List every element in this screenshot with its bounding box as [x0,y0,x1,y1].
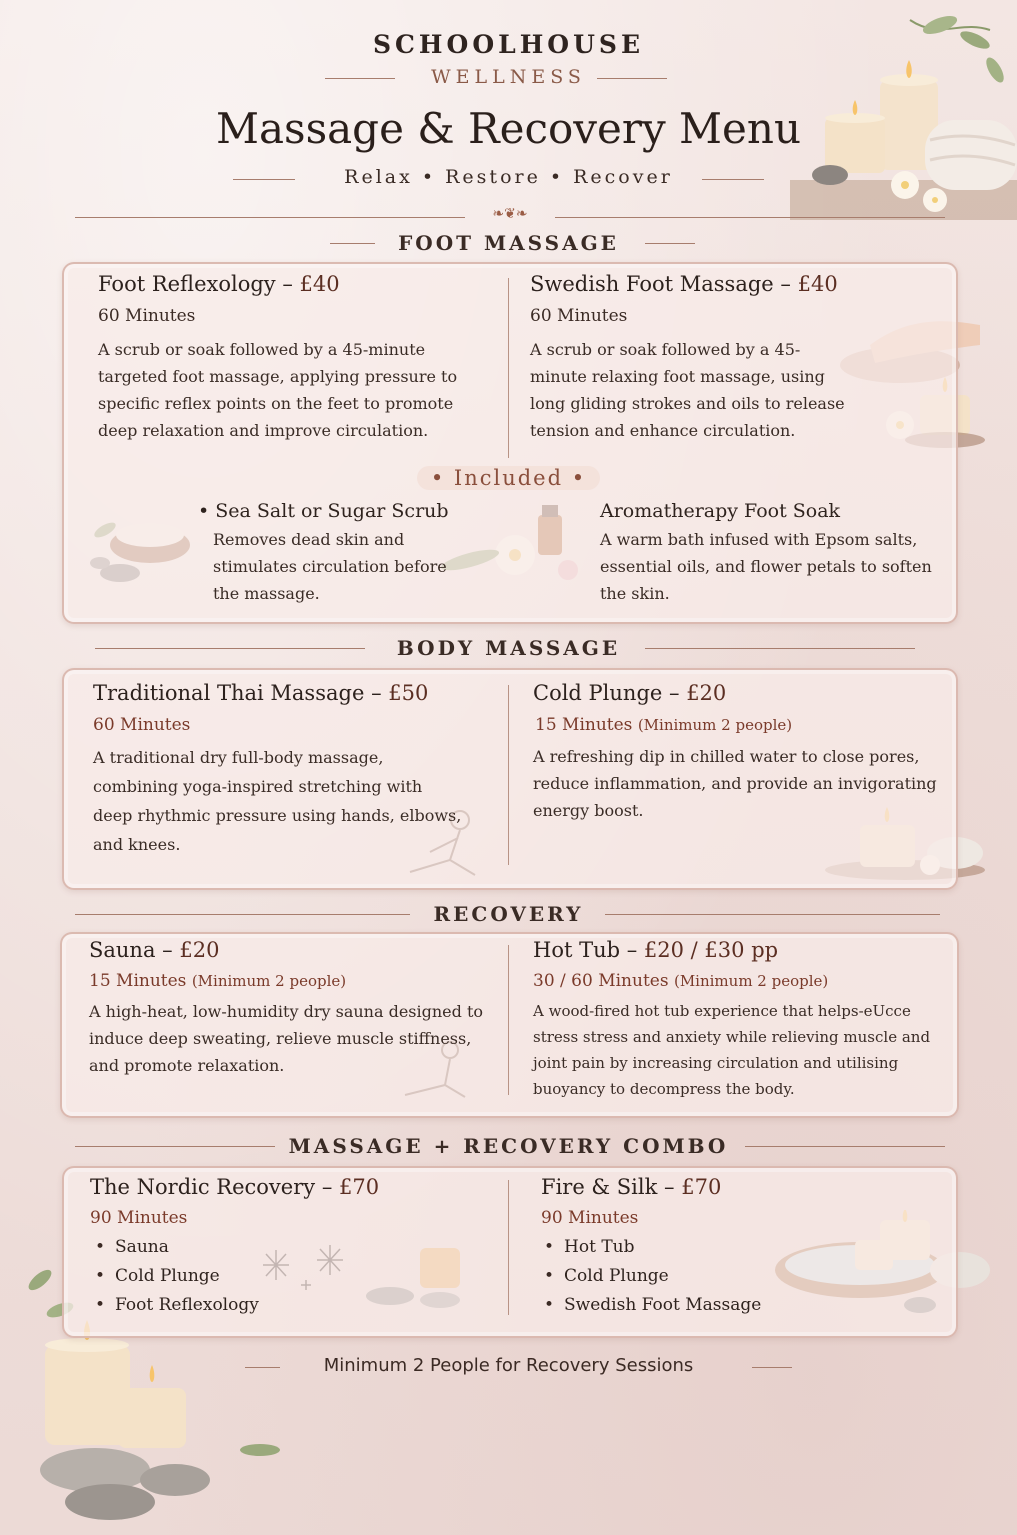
duration-value: 60 Minutes [93,715,191,735]
section-title-combo: MASSAGE + RECOVERY COMBO [288,1134,729,1158]
header-divider-left [75,217,465,218]
service-duration [89,971,346,991]
service-price: £50 [388,681,429,705]
column-divider [508,945,509,1095]
price-dash: – [371,681,382,705]
service-duration: 90 Minutes [541,1208,639,1228]
service-duration [535,715,792,735]
section-rule-right [645,243,695,244]
header-divider-right [555,217,945,218]
tagline-rule-right [702,179,764,180]
section-rule-right [605,914,940,915]
service-description: A scrub or soak followed by a 45-minute targeted foot massage, applying pressure to specific reflex points on the feet to promote deep relaxation and improve circulation. [98,340,458,440]
service-description: A wood-fired hot tub experience that helps-eUcce stress stress and anxiety while relieving muscle and joint pain by increasing circulation and utilising buoyancy to decompress the body. [533,1002,931,1098]
duration-note: (Minimum 2 people) [191,972,347,990]
service-duration [93,715,190,735]
list-item: • Sauna [95,1233,259,1262]
section-rule-right [645,648,915,649]
service-price: £70 [339,1175,380,1199]
ornament-icon: ❧❦❧ [492,206,528,222]
service-name [533,681,726,705]
list-item: • Cold Plunge [95,1262,259,1291]
included-item [198,500,448,607]
service-name [93,681,428,705]
included-item-name: Sea Salt or Sugar Scrub [215,500,449,522]
brand-rule-right [597,78,667,79]
service-duration [533,971,828,991]
service-description: A refreshing dip in chilled water to close pores, reduce inflammation, and provide an invigorating energy boost. [533,747,937,820]
service-duration: 60 Minutes [530,306,628,326]
service-title: Traditional Thai Massage [93,681,365,705]
duration-value: 30 / 60 Minutes [533,971,669,991]
included-item-description: A warm bath infused with Epsom salts, essential oils, and flower petals to soften the skin. [600,530,932,603]
service-title: Sauna [89,938,156,962]
list-item: • Foot Reflexology [95,1291,259,1320]
section-title-recovery: RECOVERY [433,902,584,926]
service-duration: 90 Minutes [90,1208,188,1228]
price-dash: – [626,938,638,962]
list-item: • Swedish Foot Massage [544,1291,761,1320]
price-dash: – [321,1175,333,1199]
service-title: Fire & Silk [541,1175,658,1199]
list-item: • Cold Plunge [544,1262,761,1291]
duration-note: (Minimum 2 people) [673,972,829,990]
service-price: £20 [179,938,220,962]
service-title: Swedish Foot Massage [530,272,774,296]
service-description: A scrub or soak followed by a 45-minute relaxing foot massage, using long gliding strokes and oils to release tension and enhance circulation. [530,340,845,440]
service-title: Hot Tub [533,938,621,962]
price-dash: – [162,938,173,962]
list-item: • Hot Tub [544,1233,761,1262]
section-title-body-massage: BODY MASSAGE [396,636,621,660]
included-item-name: Aromatherapy Foot Soak [600,500,841,522]
price-dash: – [664,1175,675,1199]
page-title: Massage & Recovery Menu [215,104,801,153]
service-price: £20 [686,681,727,705]
combo-includes-list [95,1233,259,1320]
tagline: Relax • Restore • Recover [344,166,673,188]
service-title: Cold Plunge [533,681,663,705]
duration-note: (Minimum 2 people) [637,716,793,734]
column-divider [508,685,509,865]
service-description: A high-heat, low-humidity dry sauna designed to induce deep sweating, relieve muscle stiffness, and promote relaxation. [89,1002,484,1075]
section-rule-right [745,1146,945,1147]
footer-note: Minimum 2 People for Recovery Sessions [323,1355,694,1376]
column-divider [508,278,509,458]
duration-value: 15 Minutes [89,971,187,991]
service-price: £40 [299,272,340,296]
service-name [98,272,340,296]
brand-name: SCHOOLHOUSE [372,30,644,59]
section-title-foot-massage: FOOT MASSAGE [398,231,619,255]
column-divider [508,1180,509,1315]
bullet: • [198,500,210,522]
service-title: The Nordic Recovery [90,1175,316,1199]
footer-rule-right [752,1367,792,1368]
brand-subtitle: WELLNESS [431,66,586,88]
service-name [89,938,219,962]
service-price: £70 [681,1175,722,1199]
service-description: A traditional dry full-body massage, combining yoga-inspired stretching with deep rhythmic pressure using hands, elbows, and knees. [93,748,462,854]
service-name [541,1175,721,1199]
price-dash: – [780,272,791,296]
combo-includes-list [544,1233,761,1320]
service-title: Foot Reflexology [98,272,276,296]
service-name [90,1175,379,1199]
price-dash: – [282,272,293,296]
service-name [533,938,778,962]
price-dash: – [669,681,680,705]
service-price: £40 [797,272,838,296]
included-item [600,500,945,607]
duration-value: 15 Minutes [535,715,633,735]
included-item-description: Removes dead skin and stimulates circulation before the massage. [213,530,447,603]
included-item-title [198,500,448,522]
service-price: £20 / £30 pp [643,938,779,962]
service-duration: 60 Minutes [98,306,196,326]
included-row [0,466,1017,490]
included-label: • Included • [417,466,600,490]
service-name [530,272,838,296]
